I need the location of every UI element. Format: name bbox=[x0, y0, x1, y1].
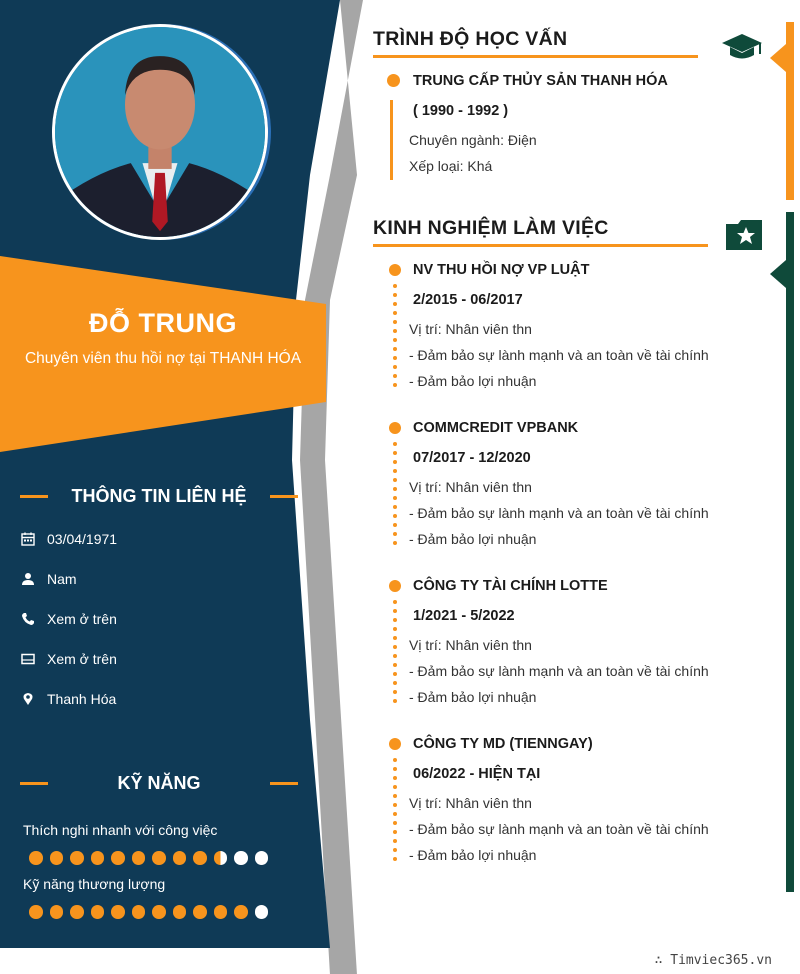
timeline-dot bbox=[393, 374, 397, 378]
timeline-dot bbox=[393, 496, 397, 500]
timeline-dot bbox=[393, 776, 397, 780]
timeline-dot bbox=[393, 654, 397, 658]
timeline-dot bbox=[393, 383, 397, 387]
timeline-dot bbox=[393, 627, 397, 631]
skill-dot bbox=[111, 851, 125, 865]
timeline-dot bbox=[393, 821, 397, 825]
timeline-dot bbox=[393, 523, 397, 527]
job-timeline-dots bbox=[393, 758, 397, 861]
skill-rating bbox=[29, 905, 268, 919]
skill-dot bbox=[29, 905, 43, 919]
contact-email bbox=[20, 651, 117, 667]
experience-underline bbox=[373, 244, 708, 247]
job-duty: - Đảm bảo sự lành mạnh và an toàn về tài chính bbox=[409, 821, 709, 837]
skill-dot bbox=[234, 905, 248, 919]
contact-heading bbox=[20, 486, 298, 507]
job-duty: - Đảm bảo lợi nhuận bbox=[409, 847, 537, 863]
job-period: 06/2022 - HIỆN TẠI bbox=[413, 766, 541, 782]
education-school: TRUNG CẤP THỦY SẢN THANH HÓA bbox=[413, 73, 668, 89]
contact-birthdate-value: 03/04/1971 bbox=[47, 531, 118, 547]
job-period: 1/2021 - 5/2022 bbox=[413, 608, 515, 624]
job-duty: - Đảm bảo lợi nhuận bbox=[409, 531, 537, 547]
contact-email-value: Xem ở trên bbox=[47, 651, 117, 667]
timeline-dot bbox=[393, 451, 397, 455]
skill-dot bbox=[29, 851, 43, 865]
job-bullet bbox=[389, 422, 401, 434]
skill-rating bbox=[29, 851, 268, 865]
job-bullet bbox=[389, 738, 401, 750]
timeline-dot bbox=[393, 767, 397, 771]
education-major: Chuyên ngành: Điện bbox=[409, 132, 537, 148]
contact-gender bbox=[20, 571, 77, 587]
contact-birthdate bbox=[20, 531, 117, 547]
job-company: COMMCREDIT VPBANK bbox=[413, 420, 579, 436]
timeline-dot bbox=[393, 460, 397, 464]
job-position: Vị trí: Nhân viên thn bbox=[409, 637, 532, 653]
job-position: Vị trí: Nhân viên thn bbox=[409, 321, 532, 337]
timeline-dot bbox=[393, 356, 397, 360]
job-bullet bbox=[389, 580, 401, 592]
timeline-dot bbox=[393, 699, 397, 703]
heading-bar-left bbox=[20, 495, 48, 498]
contact-gender-value: Nam bbox=[47, 571, 77, 587]
skill-dot bbox=[234, 851, 248, 865]
skill-dot bbox=[132, 851, 146, 865]
timeline-dot bbox=[393, 284, 397, 288]
timeline-dot bbox=[393, 514, 397, 518]
job-duty: - Đảm bảo lợi nhuận bbox=[409, 689, 537, 705]
job-duty: - Đảm bảo lợi nhuận bbox=[409, 373, 537, 389]
skill-dot bbox=[152, 905, 166, 919]
skill-dot bbox=[111, 905, 125, 919]
job-timeline-dots bbox=[393, 600, 397, 703]
calendar-icon bbox=[20, 532, 35, 547]
job-duty: - Đảm bảo sự lành mạnh và an toàn về tài chính bbox=[409, 663, 709, 679]
job-bullet bbox=[389, 264, 401, 276]
skill-dot bbox=[70, 851, 84, 865]
skill-dot bbox=[214, 905, 228, 919]
skill-dot bbox=[132, 905, 146, 919]
skill-label: Kỹ năng thương lượng bbox=[23, 876, 166, 892]
timeline-dot bbox=[393, 365, 397, 369]
profile-title: Chuyên viên thu hồi nợ tại THANH HÓA bbox=[24, 350, 302, 367]
user-icon bbox=[20, 572, 35, 587]
education-timeline bbox=[390, 100, 393, 180]
job-timeline-dots bbox=[393, 284, 397, 387]
timeline-dot bbox=[393, 618, 397, 622]
skill-dot bbox=[214, 851, 228, 865]
profile-header bbox=[0, 308, 326, 368]
skill-dot bbox=[193, 905, 207, 919]
skill-dot bbox=[50, 905, 64, 919]
timeline-dot bbox=[393, 532, 397, 536]
timeline-dot bbox=[393, 338, 397, 342]
job-duty: - Đảm bảo sự lành mạnh và an toàn về tài chính bbox=[409, 505, 709, 521]
timeline-dot bbox=[393, 442, 397, 446]
timeline-dot bbox=[393, 672, 397, 676]
skill-dot bbox=[152, 851, 166, 865]
job-period: 2/2015 - 06/2017 bbox=[413, 292, 523, 308]
skill-label: Thích nghi nhanh với công việc bbox=[23, 822, 218, 838]
skill-dot bbox=[173, 851, 187, 865]
timeline-dot bbox=[393, 785, 397, 789]
timeline-dot bbox=[393, 645, 397, 649]
education-heading: TRÌNH ĐỘ HỌC VẤN bbox=[373, 28, 568, 50]
timeline-dot bbox=[393, 839, 397, 843]
timeline-dot bbox=[393, 600, 397, 604]
skill-dot bbox=[173, 905, 187, 919]
skill-dot bbox=[255, 851, 269, 865]
location-icon bbox=[20, 692, 35, 707]
contact-phone-value: Xem ở trên bbox=[47, 611, 117, 627]
skill-dot bbox=[193, 851, 207, 865]
timeline-dot bbox=[393, 505, 397, 509]
timeline-dot bbox=[393, 347, 397, 351]
timeline-dot bbox=[393, 812, 397, 816]
job-position: Vị trí: Nhân viên thn bbox=[409, 795, 532, 811]
job-timeline-dots bbox=[393, 442, 397, 545]
timeline-dot bbox=[393, 609, 397, 613]
email-icon bbox=[20, 652, 35, 667]
graduation-cap-icon bbox=[720, 32, 764, 69]
timeline-dot bbox=[393, 302, 397, 306]
job-duty: - Đảm bảo sự lành mạnh và an toàn về tài chính bbox=[409, 347, 709, 363]
timeline-dot bbox=[393, 794, 397, 798]
education-bullet bbox=[387, 74, 400, 87]
job-period: 07/2017 - 12/2020 bbox=[413, 450, 531, 466]
contact-phone bbox=[20, 611, 117, 627]
profile-name: ĐỖ TRUNG bbox=[89, 308, 237, 338]
heading-bar-right bbox=[270, 782, 298, 785]
job-company: CÔNG TY TÀI CHÍNH LOTTE bbox=[413, 578, 608, 594]
timeline-dot bbox=[393, 758, 397, 762]
timeline-dot bbox=[393, 329, 397, 333]
experience-heading: KINH NGHIỆM LÀM VIỆC bbox=[373, 217, 609, 239]
job-company: NV THU HỒI NỢ VP LUẬT bbox=[413, 262, 590, 278]
timeline-dot bbox=[393, 663, 397, 667]
skill-dot bbox=[91, 905, 105, 919]
heading-bar-left bbox=[20, 782, 48, 785]
education-period: ( 1990 - 1992 ) bbox=[413, 103, 509, 119]
timeline-dot bbox=[393, 681, 397, 685]
briefcase-star-icon bbox=[724, 218, 764, 257]
contact-heading-text: THÔNG TIN LIÊN HỆ bbox=[71, 486, 247, 506]
heading-bar-right bbox=[270, 495, 298, 498]
skill-dot bbox=[91, 851, 105, 865]
education-underline bbox=[373, 55, 698, 58]
timeline-dot bbox=[393, 857, 397, 861]
timeline-dot bbox=[393, 320, 397, 324]
timeline-dot bbox=[393, 803, 397, 807]
job-company: CÔNG TY MD (TIENNGAY) bbox=[413, 736, 593, 752]
job-position: Vị trí: Nhân viên thn bbox=[409, 479, 532, 495]
timeline-dot bbox=[393, 311, 397, 315]
timeline-dot bbox=[393, 848, 397, 852]
timeline-dot bbox=[393, 487, 397, 491]
footer-brand: ∴ Timviec365.vn bbox=[654, 953, 772, 968]
skill-dot bbox=[255, 905, 269, 919]
timeline-dot bbox=[393, 293, 397, 297]
timeline-dot bbox=[393, 478, 397, 482]
contact-location bbox=[20, 691, 116, 707]
skills-heading-text: KỸ NĂNG bbox=[117, 773, 201, 793]
timeline-dot bbox=[393, 830, 397, 834]
skills-heading bbox=[20, 773, 298, 794]
timeline-dot bbox=[393, 636, 397, 640]
skill-dot bbox=[50, 851, 64, 865]
profile-photo bbox=[52, 24, 268, 240]
timeline-dot bbox=[393, 541, 397, 545]
contact-location-value: Thanh Hóa bbox=[47, 691, 117, 707]
skill-dot bbox=[70, 905, 84, 919]
education-grade: Xếp loại: Khá bbox=[409, 158, 493, 174]
timeline-dot bbox=[393, 690, 397, 694]
phone-icon bbox=[20, 612, 35, 627]
timeline-dot bbox=[393, 469, 397, 473]
